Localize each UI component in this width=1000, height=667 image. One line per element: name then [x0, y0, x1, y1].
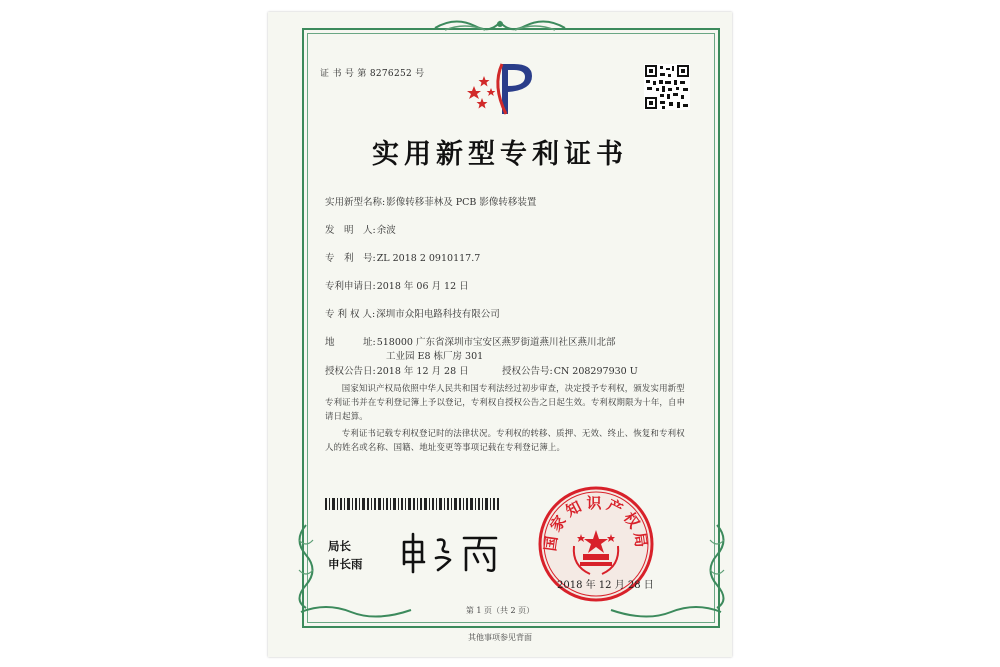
field-value: 影像转移菲林及 PCB 影像转移装置	[386, 197, 537, 208]
field-value: CN 208297930 U	[553, 366, 638, 377]
signatory-title: 局长	[328, 539, 351, 553]
field-grant-date	[325, 363, 469, 377]
field-patent-number	[325, 250, 480, 264]
field-value: 深圳市众阳电路科技有限公司	[376, 309, 500, 320]
handwritten-signature	[398, 530, 508, 574]
field-label: 发 明 人:	[325, 225, 376, 236]
field-label: 专利申请日:	[325, 281, 376, 292]
field-label: 地 址:	[325, 337, 376, 348]
qr-code-icon	[644, 64, 690, 110]
footer-note: 其他事项参见背面	[468, 633, 532, 642]
barcode-icon	[325, 498, 499, 510]
certificate-title: 实用新型专利证书	[372, 139, 628, 170]
field-address	[325, 334, 616, 348]
field-filing-date	[325, 278, 469, 292]
field-patentee	[325, 306, 500, 320]
field-value: 518000 广东省深圳市宝安区燕罗街道燕川社区燕川北部	[376, 337, 616, 348]
right-ornament	[702, 520, 732, 610]
paragraph-grant-statement: 国家知识产权局依照中华人民共和国专利法经过初步审查，决定授予专利权，颁发实用新型专利证书并在专利登记簿上予以登记，专利权自授权公告之日起生效。专利权期限为十年，自申请日起算。	[325, 383, 686, 421]
top-ornament	[430, 14, 570, 38]
page-number: 第 1 页（共 2 页）	[465, 606, 535, 615]
seal-text: 国家知识产权局	[541, 494, 651, 553]
certificate-number: 证 书 号 第 8276252 号	[320, 69, 425, 79]
field-address-line-2: 工业园 E8 栋厂房 301	[386, 351, 484, 362]
seal-date: 2018 年 12 月 28 日	[557, 580, 654, 591]
field-inventor	[325, 222, 396, 236]
field-label: 专 利 权 人:	[325, 309, 376, 320]
field-value: ZL 2018 2 0910117.7	[376, 253, 481, 264]
field-grant-number	[502, 363, 638, 377]
field-value: 2018 年 06 月 12 日	[376, 281, 469, 292]
field-value: 余波	[376, 225, 396, 236]
paragraph-legal-status: 专利证书记载专利权登记时的法律状况。专利权的转移、质押、无效、终止、恢复和专利权人的姓名或名称、国籍、地址变更等事项记载在专利登记簿上。	[325, 428, 685, 452]
field-value: 2018 年 12 月 28 日	[376, 366, 469, 377]
field-label: 实用新型名称:	[325, 197, 386, 208]
field-label: 授权公告号:	[502, 366, 553, 377]
field-utility-model-name	[325, 194, 536, 208]
left-ornament	[291, 520, 321, 610]
field-label: 授权公告日:	[325, 366, 376, 377]
patent-office-emblem-icon	[462, 56, 540, 118]
field-label: 专 利 号:	[325, 253, 376, 264]
signatory-name: 申长雨	[328, 557, 363, 571]
